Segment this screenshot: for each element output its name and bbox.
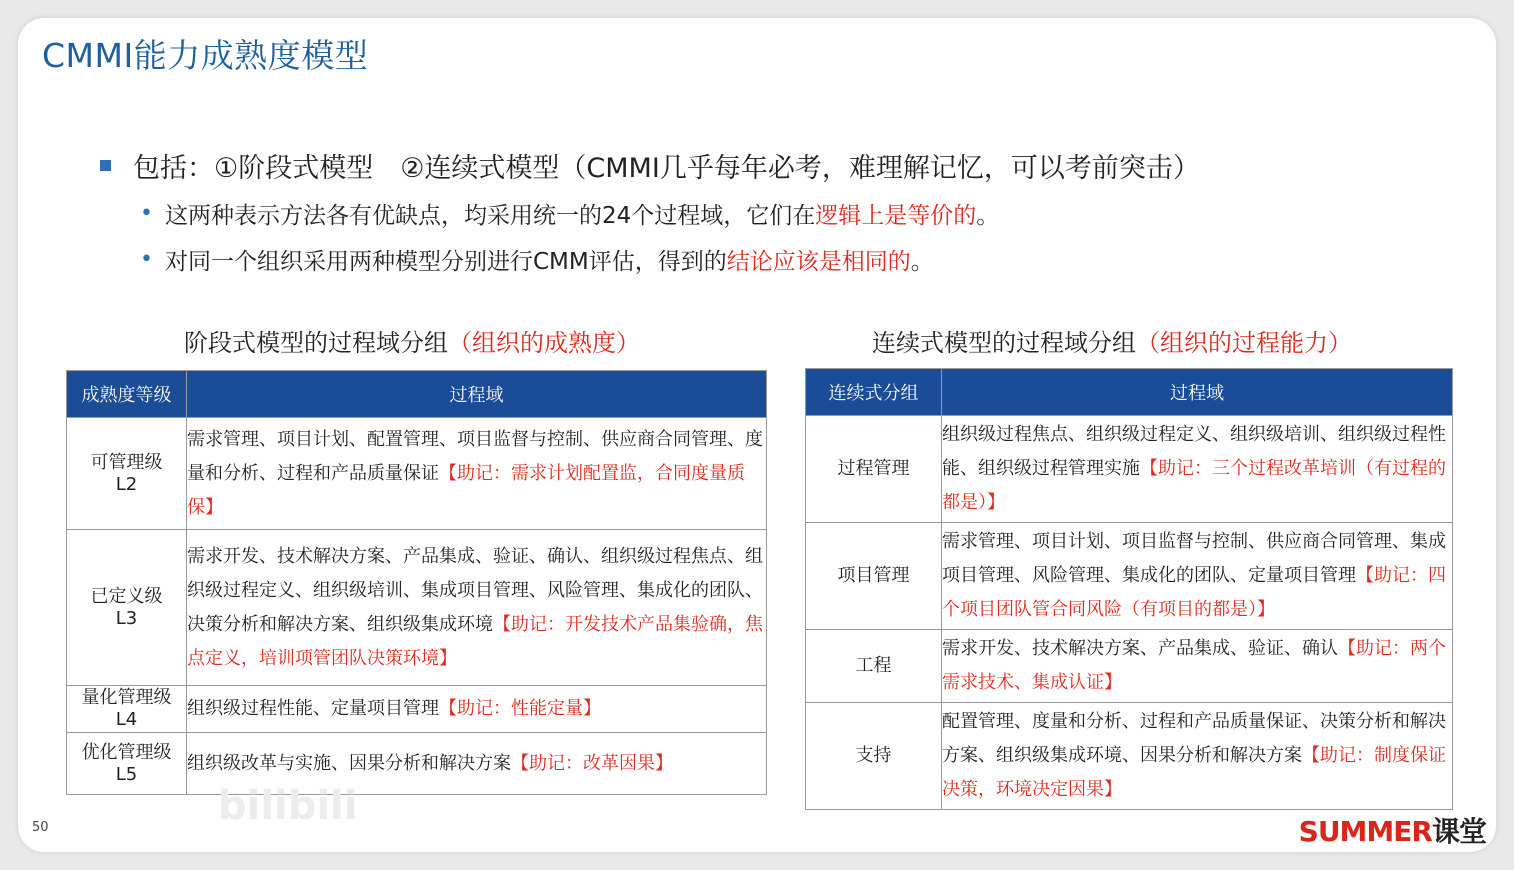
sub-bullet-1-text: 这两种表示方法各有优缺点，均采用统一的24个过程域，它们在 (164, 202, 816, 229)
mnemonic-text: 【助记：四个项目团队管合同风险（有项目的都是）】 (942, 565, 1446, 620)
continuous-caption (872, 323, 1352, 358)
level-code: L3 (115, 607, 138, 629)
mnemonic-text: 【助记：性能定量】 (439, 698, 601, 719)
areas-cell (942, 523, 1453, 630)
table-row (806, 416, 1453, 523)
sub-bullet-1-highlight: 逻辑上是等价的 (815, 202, 977, 229)
areas-cell (942, 630, 1453, 703)
level-name: 优化管理级 (81, 741, 172, 763)
areas-cell (942, 416, 1453, 523)
level-name: 量化管理级 (81, 687, 172, 708)
level-code: L2 (115, 473, 138, 495)
mnemonic-text: 【助记：制度保证决策，环境决定因果】 (942, 745, 1446, 800)
areas-text: 组织级过程性能、定量项目管理 (187, 698, 439, 719)
areas-cell (187, 686, 767, 733)
group-cell: 工程 (806, 630, 942, 703)
table-row (67, 686, 767, 733)
continuous-caption-highlight: （组织的过程能力） (1136, 329, 1352, 357)
areas-text: 组织级改革与实施、因果分析和解决方案 (187, 752, 511, 774)
group-cell: 项目管理 (806, 523, 942, 630)
areas-cell (187, 530, 767, 686)
brand-logo (1299, 810, 1486, 850)
staged-header-areas: 过程域 (187, 371, 767, 418)
level-name: 已定义级 (90, 585, 163, 607)
sub-bullet-1-end: 。 (976, 202, 1000, 229)
mnemonic-text: 【助记：两个需求技术、集成认证】 (942, 638, 1446, 693)
mnemonic-text: 【助记：三个过程改革培训（有过程的都是）】 (942, 458, 1446, 513)
table-row (806, 703, 1453, 810)
areas-text: 需求开发、技术解决方案、产品集成、验证、确认 (942, 638, 1338, 659)
table-row (67, 418, 767, 530)
main-bullet (100, 144, 1200, 186)
sub-bullet-2-highlight: 结论应该是相同的 (726, 248, 911, 275)
continuous-header-group: 连续式分组 (806, 369, 942, 416)
page-number: 50 (32, 820, 49, 835)
level-cell (67, 733, 187, 795)
sub-bullet-2 (140, 236, 1200, 282)
slide (18, 18, 1496, 852)
table-row (67, 733, 767, 795)
continuous-caption-text: 连续式模型的过程域分组 (872, 329, 1136, 357)
mnemonic-text: 【助记：改革因果】 (511, 752, 673, 774)
staged-table (66, 370, 767, 795)
slide-title: CMMI能力成熟度模型 (42, 36, 369, 75)
staged-header-level: 成熟度等级 (67, 371, 187, 418)
square-bullet-icon (100, 160, 111, 171)
continuous-header-row (806, 369, 1453, 416)
level-cell (67, 418, 187, 530)
sub-bullet-2-end: 。 (910, 248, 934, 275)
level-code: L5 (115, 763, 138, 785)
continuous-table (805, 368, 1453, 810)
table-row (806, 630, 1453, 703)
continuous-header-areas: 过程域 (942, 369, 1453, 416)
staged-caption (184, 323, 640, 358)
level-cell (67, 530, 187, 686)
group-cell: 支持 (806, 703, 942, 810)
mnemonic-text: 【助记：需求计划配置监，合同度量质保】 (187, 462, 745, 518)
areas-text: 需求开发、技术解决方案、产品集成、验证、确认、组织级过程焦点、组织级过程定义、组织级培训、集成项目管理、风险管理、集成化的团队、决策分析和解决方案、组织级集成环境 (187, 545, 763, 635)
areas-text: 组织级过程焦点、组织级过程定义、组织级培训、组织级过程性能、组织级过程管理实施 (942, 424, 1446, 479)
areas-cell (187, 418, 767, 530)
level-name: 可管理级 (90, 451, 163, 473)
staged-caption-highlight: （组织的成熟度） (448, 329, 640, 357)
brand-part2: 课堂 (1431, 815, 1486, 848)
areas-text: 需求管理、项目计划、配置管理、项目监督与控制、供应商合同管理、度量和分析、过程和产品质量保证 (187, 428, 763, 484)
staged-caption-text: 阶段式模型的过程域分组 (184, 329, 448, 357)
mnemonic-text: 【助记：开发技术产品集验确，焦点定义，培训项管团队决策环境】 (187, 613, 763, 669)
watermark: bilibili (218, 783, 358, 829)
bullet-list (100, 144, 1200, 282)
dot-bullet-icon: • (140, 200, 153, 226)
areas-text: 需求管理、项目计划、项目监督与控制、供应商合同管理、集成项目管理、风险管理、集成化的团队、定量项目管理 (942, 531, 1446, 586)
group-cell: 过程管理 (806, 416, 942, 523)
sub-bullet-2-text: 对同一个组织采用两种模型分别进行CMM评估，得到的 (164, 248, 727, 275)
areas-cell (942, 703, 1453, 810)
dot-bullet-icon: • (140, 246, 153, 272)
level-code: L4 (115, 709, 138, 730)
sub-bullet-1 (140, 190, 1200, 236)
table-row (67, 530, 767, 686)
main-bullet-text: 包括：①阶段式模型 ②连续式模型（CMMI几乎每年必考，难理解记忆，可以考前突击） (133, 152, 1200, 184)
level-cell (67, 686, 187, 733)
staged-header-row (67, 371, 767, 418)
table-row (806, 523, 1453, 630)
brand-part1: SUMMER (1298, 815, 1432, 848)
areas-text: 配置管理、度量和分析、过程和产品质量保证、决策分析和解决方案、组织级集成环境、因果分析和解决方案 (942, 711, 1446, 766)
